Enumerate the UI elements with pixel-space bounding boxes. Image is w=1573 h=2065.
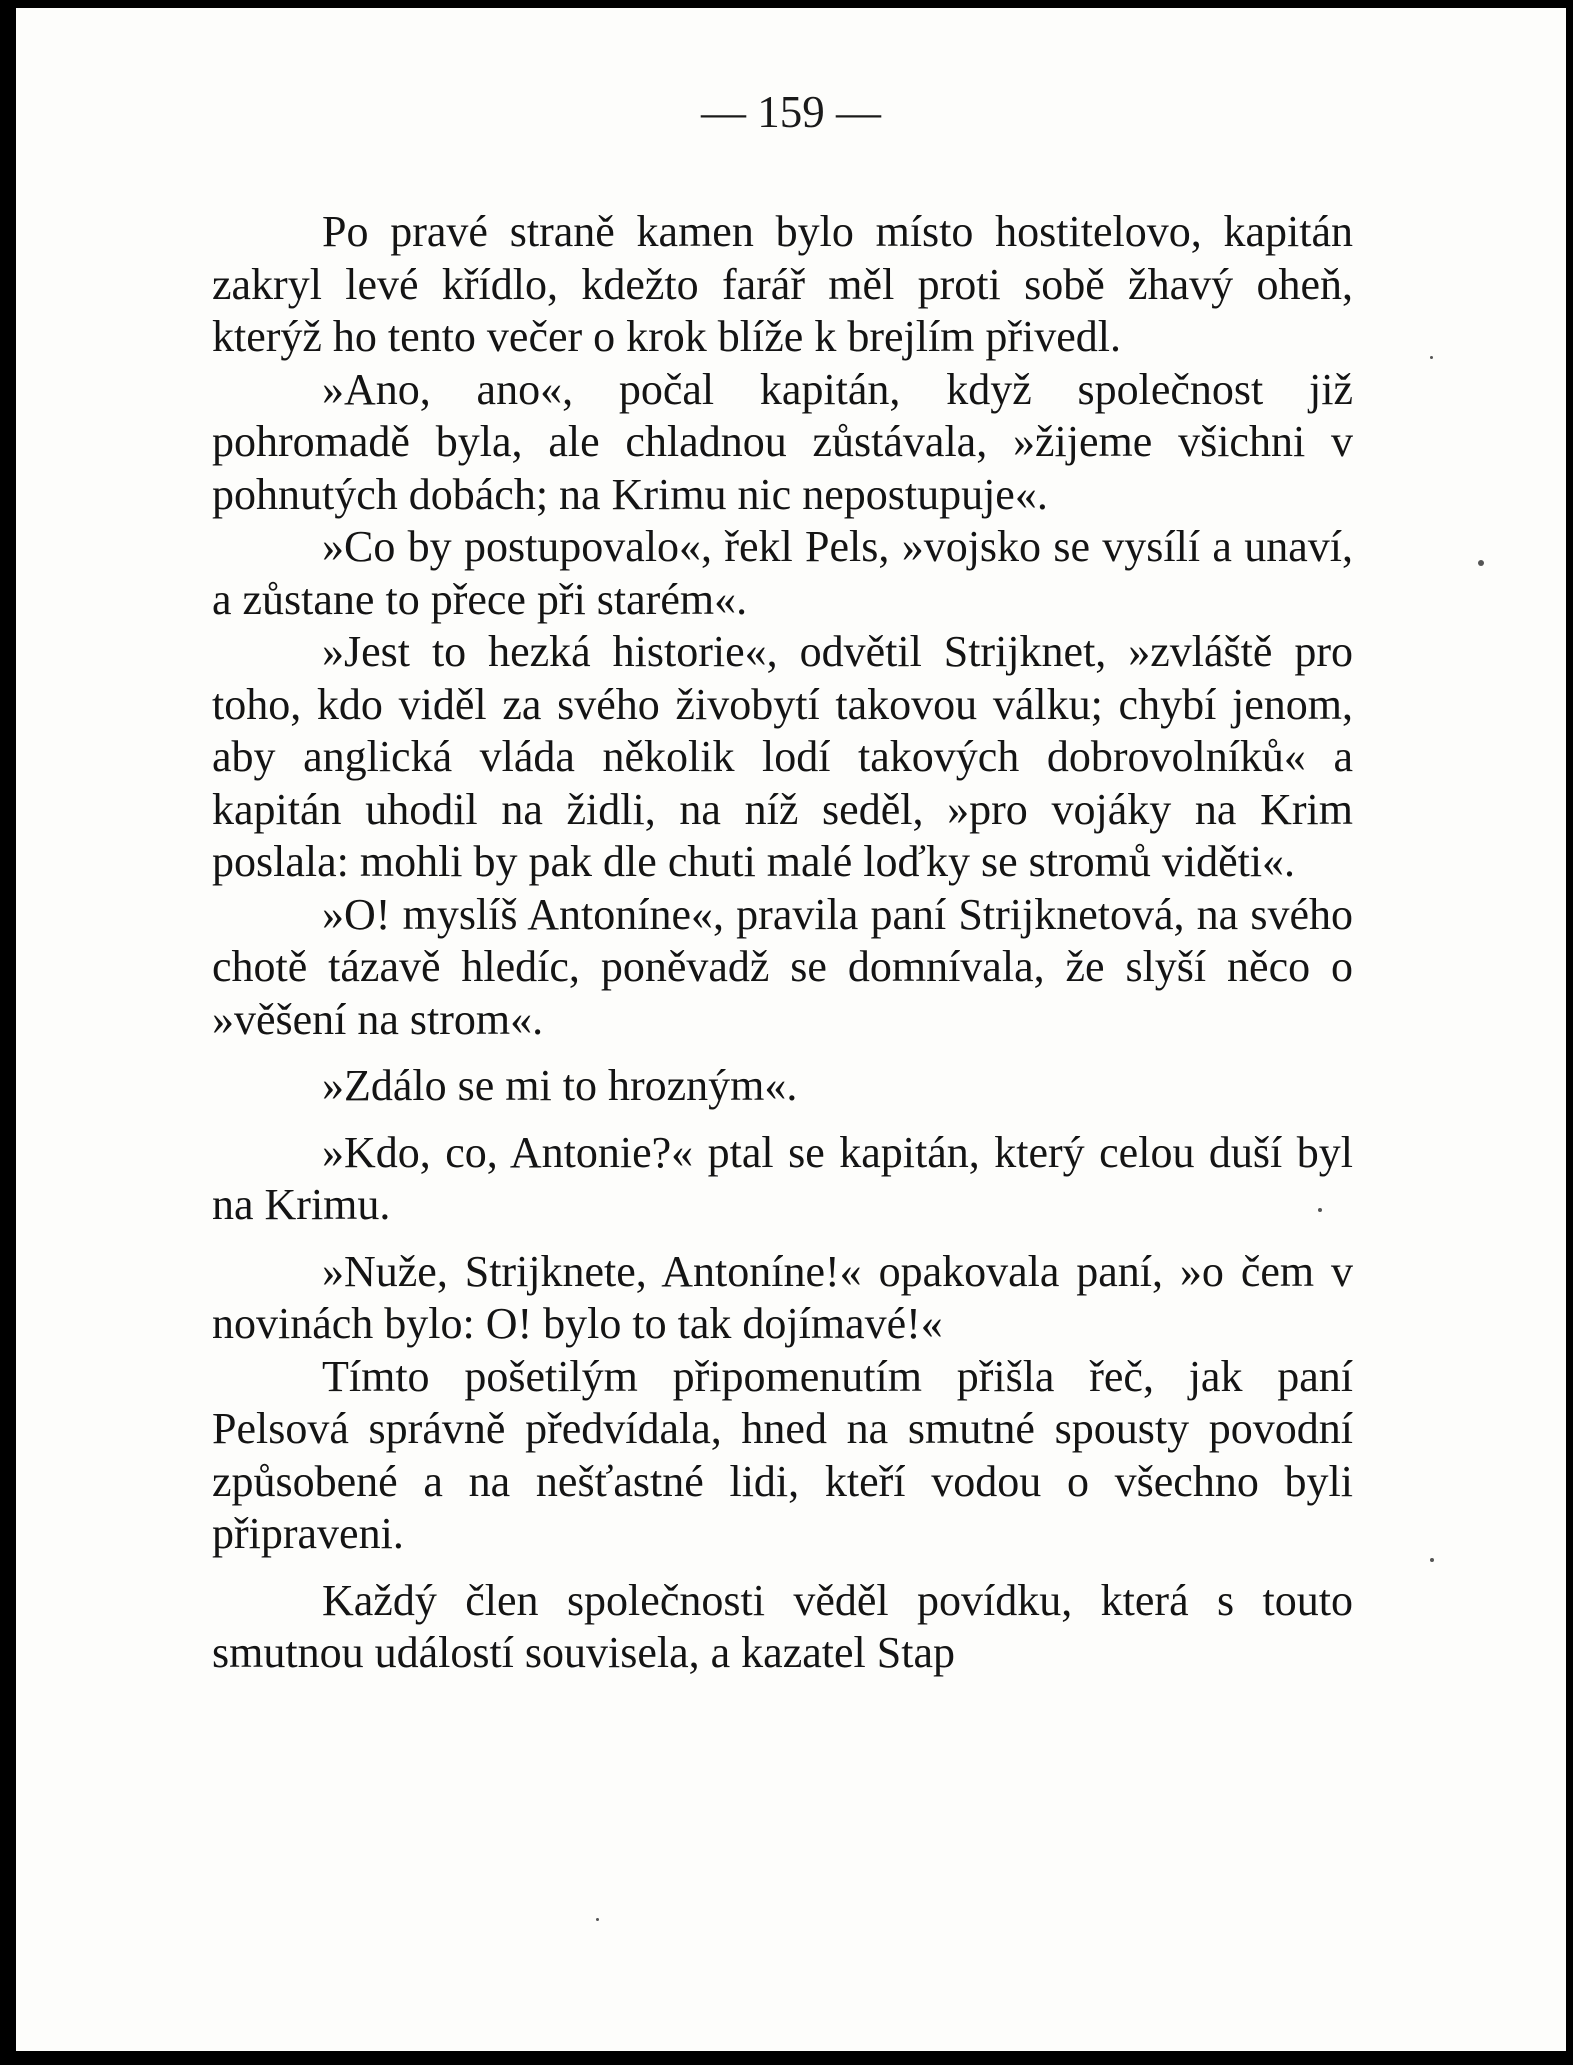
print-speck bbox=[596, 1918, 599, 1921]
paragraph-10: Každý člen společnosti věděl povídku, která s toutо smutnou událostí souvisela, a kazatel Stap bbox=[212, 1575, 1353, 1677]
paragraph-9: Tímto pošetilým připomenutím přišla řeč, jak paní Pelsová správně předvídala, hned na smutné spousty povodní způsobené a na nešťastné lidi, kteří vodou o všechno byli připraveni. bbox=[212, 1351, 1353, 1558]
paragraph-5: »O! myslíš Antoníne«, pravila paní Strijknetová, na svého chotě tázavě hledíc, poněvadž se domnívala, že slyší něco o »věšení na strom«. bbox=[212, 889, 1353, 1044]
print-speck bbox=[1430, 356, 1433, 359]
print-speck bbox=[1478, 560, 1484, 566]
paragraph-1: Po pravé straně kamen bylo místo hostitelovo, kapitán zakryl levé křídlo, kdežto farář měl proti sobě žhavý oheň, kterýž ho tento večer o krok blíže k brejlím přivedl. bbox=[212, 207, 1353, 361]
page-number: — 159 — bbox=[701, 87, 881, 137]
paragraph-2: »Ano, ano«, počal kapitán, když společnost již pohromadě byla, ale chladnou zůstávala, »žijeme všichni v pohnutých dobách; na Krimu nic nepostupuje«. bbox=[212, 364, 1353, 519]
paragraph-8: »Nuže, Strijknete, Antoníne!« opakovala paní, »o čem v novinách bylo: O! bylo to tak dojímavé!« bbox=[212, 1246, 1353, 1348]
paragraph-6: »Zdálo se mi to hrozným«. bbox=[322, 1061, 798, 1110]
print-speck bbox=[1318, 1208, 1322, 1212]
print-speck bbox=[1430, 1558, 1434, 1562]
book-page bbox=[16, 8, 1566, 2051]
paragraph-3: »Co by postupovalo«, řekl Pels, »vojsko se vysílí a unaví, a zůstane to přece při starém«. bbox=[212, 522, 1353, 624]
paragraph-4: »Jest to hezká historie«, odvětil Strijknet, »zvláště pro toho, kdo viděl za svého živobytí takovou válku; chybí jenom, aby anglická vláda několik lodí takových dobrovolníků« a kapitán uhodil na židli, na níž seděl, »pro vojáky na Krim poslala: mohli by pak dle chuti malé loďky se stromů viděti«. bbox=[212, 627, 1353, 886]
paragraph-7: »Kdo, co, Antonie?« ptal se kapitán, který celou duší byl na Krimu. bbox=[212, 1127, 1353, 1229]
body-text bbox=[212, 206, 1353, 1680]
